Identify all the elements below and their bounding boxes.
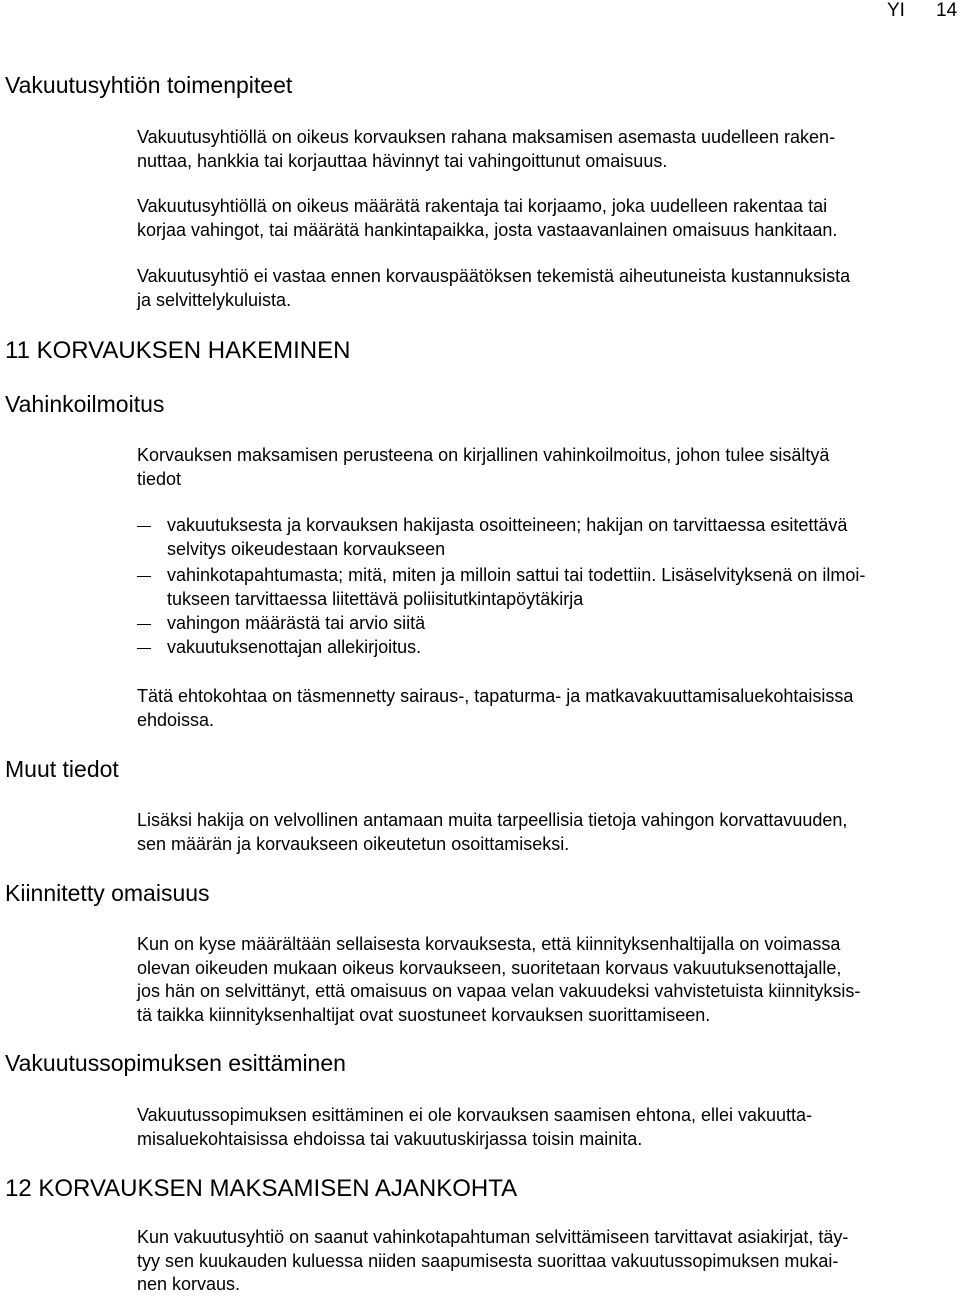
list-dash [137,648,151,649]
paragraph-kustannukset [137,265,850,312]
text-line: Kun vakuutusyhtiö on saanut vahinkotapahtuman selvittämiseen tarvittavat asiakirjat, täy- [137,1227,849,1247]
text-line: ehdoissa. [137,709,215,730]
text-line: ja selvittelykuluista. [137,289,292,310]
list-item [167,514,847,561]
list-dash [137,624,151,625]
heading-vakuutusyhtion-toimenpiteet: Vakuutusyhtiön toimenpiteet [5,72,293,98]
text-line: olevan oikeuden mukaan oikeus korvaukseen, suoritetaan korvaus vakuutuksenottajalle, [137,957,842,978]
list-item [167,564,865,611]
text-line: jos hän on selvittänyt, että omaisuus on vapaa velan vakuudeksi vahvistetuista kiinnityksis- [137,981,861,1001]
text-line: Korvauksen maksamisen perusteena on kirjallinen vahinkoilmoitus, johon tulee sisältyä [137,445,830,465]
heading-korvauksen-hakeminen: 11 KORVAUKSEN HAKEMINEN [5,337,351,364]
paragraph-maksamisen-ajankohta [137,1226,848,1297]
text-line: vahingon määrästä tai arvio siitä [167,613,426,633]
text-line: Vakuutusyhtiöllä on oikeus määrätä rakentaja tai korjaamo, joka uudelleen rakentaa tai [137,196,828,216]
heading-vahinkoilmoitus: Vahinkoilmoitus [5,391,165,417]
paragraph-muut-tiedot [137,809,847,856]
text-line: nen korvaus. [137,1274,241,1294]
text-line: Vakuutusyhtiö ei vastaa ennen korvauspäätöksen tekemistä aiheutuneista kustannuksista [137,266,851,286]
text-line: tyy sen kuukauden kuluessa niiden saapumisesta suorittaa vakuutussopimuksen mukai- [137,1250,839,1271]
list-dash [137,576,151,577]
paragraph-tasmennys [137,685,853,732]
text-line: Kun on kyse määrältään sellaisesta korvauksesta, että kiinnityksenhaltijalla on voimassa [137,934,841,954]
text-line: tä taikka kiinnityksenhaltijat ovat suostuneet korvauksen suorittamiseen. [137,1004,711,1025]
doc-code: YI [887,0,905,21]
paragraph-kiinnitetty-omaisuus [137,933,860,1027]
text-line: Tätä ehtokohtaa on täsmennetty sairaus-, tapaturma- ja matkavakuuttamisaluekohtaisissa [137,686,854,706]
heading-muut-tiedot: Muut tiedot [5,756,119,782]
paragraph-vakuutussopimus [137,1104,812,1151]
text-line: vakuutuksesta ja korvauksen hakijasta osoitteineen; hakijan on tarvittaessa esitettävä [167,515,848,535]
text-line: Vakuutusyhtiöllä on oikeus korvauksen rahana maksamisen asemasta uudelleen raken- [137,127,836,147]
text-line: Vakuutussopimuksen esittäminen ei ole korvauksen saamisen ehtona, ellei vakuutta- [137,1105,813,1125]
list-item [167,612,425,636]
text-line: vakuutuksenottajan allekirjoitus. [167,637,422,657]
text-line: vahinkotapahtumasta; mitä, miten ja milloin sattui tai todettiin. Lisäselvityksenä on ilmoi- [167,565,866,585]
heading-kiinnitetty-omaisuus: Kiinnitetty omaisuus [5,880,210,906]
paragraph-rakentaja [137,195,837,242]
text-line: misaluekohtaisissa ehdoissa tai vakuutuskirjassa toisin mainita. [137,1128,643,1149]
page-number: 14 [936,0,958,21]
text-line: selvitys oikeudestaan korvaukseen [167,538,446,559]
text-line: Lisäksi hakija on velvollinen antamaan muita tarpeellisia tietoja vahingon korvattavuuden, [137,810,848,830]
paragraph-vahinkoilmoitus-intro [137,444,829,491]
text-line: korjaa vahingot, tai määrätä hankintapaikka, josta vastaavanlainen omaisuus hankitaan. [137,219,838,240]
paragraph-korvaustapa [137,126,835,173]
heading-vakuutussopimuksen-esittaminen: Vakuutussopimuksen esittäminen [5,1050,346,1076]
list-dash [137,526,151,527]
text-line: nuttaa, hankkia tai korjauttaa hävinnyt tai vahingoittunut omaisuus. [137,150,668,171]
text-line: sen määrän ja korvaukseen oikeutetun osoittamiseksi. [137,833,570,854]
text-line: tukseen tarvittaessa liitettävä poliisitutkintapöytäkirja [167,588,584,609]
text-line: tiedot [137,468,182,489]
heading-maksamisen-ajankohta: 12 KORVAUKSEN MAKSAMISEN AJANKOHTA [5,1175,518,1202]
list-item [167,636,421,660]
